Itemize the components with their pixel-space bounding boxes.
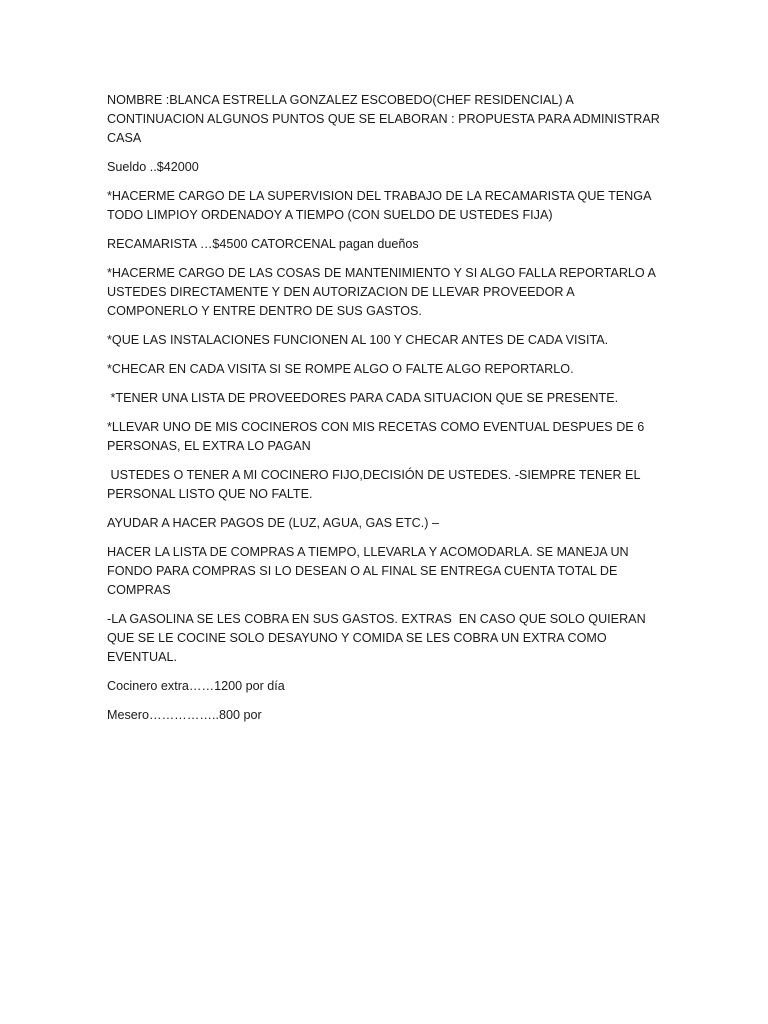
duty-fixed-cook: USTEDES O TENER A MI COCINERO FIJO,DECISIÓN DE USTEDES. -SIEMPRE TENER EL PERSONAL LISTO QUE NO FALTE.	[107, 468, 644, 501]
salary-line: Sueldo ..$42000	[107, 160, 199, 174]
duty-payments: AYUDAR A HACER PAGOS DE (LUZ, AGUA, GAS ETC.) –	[107, 516, 439, 530]
extra-cook-rate: Cocinero extra……1200 por día	[107, 679, 285, 693]
duty-gasoline-extras: -LA GASOLINA SE LES COBRA EN SUS GASTOS. EXTRAS EN CASO QUE SOLO QUIERAN QUE SE LE COCINE SOLO DESAYUNO Y COMIDA SE LES COBRA UN EXTRA COMO EVENTUAL.	[107, 612, 650, 664]
maid-salary-line: RECAMARISTA …$4500 CATORCENAL pagan dueños	[107, 237, 419, 251]
header-paragraph: NOMBRE :BLANCA ESTRELLA GONZALEZ ESCOBEDO(CHEF RESIDENCIAL) A CONTINUACION ALGUNOS PUNTOS QUE SE ELABORAN : PROPUESTA PARA ADMINISTRAR CASA	[107, 93, 664, 145]
duty-cooks: *LLEVAR UNO DE MIS COCINEROS CON MIS RECETAS COMO EVENTUAL DESPUES DE 6 PERSONAS, EL EXTRA LO PAGAN	[107, 420, 648, 453]
document-body	[107, 91, 667, 735]
duty-shopping: HACER LA LISTA DE COMPRAS A TIEMPO, LLEVARLA Y ACOMODARLA. SE MANEJA UN FONDO PARA COMPRAS SI LO DESEAN O AL FINAL SE ENTREGA CUENTA TOTAL DE COMPRAS	[107, 545, 633, 597]
waiter-rate: Mesero……………..800 por	[107, 708, 262, 722]
duty-maintenance: *HACERME CARGO DE LAS COSAS DE MANTENIMIENTO Y SI ALGO FALLA REPORTARLO A USTEDES DIRECTAMENTE Y DEN AUTORIZACION DE LLEVAR PROVEEDOR A COMPONERLO Y ENTRE DENTRO DE SUS GASTOS.	[107, 266, 659, 318]
duty-supervision: *HACERME CARGO DE LA SUPERVISION DEL TRABAJO DE LA RECAMARISTA QUE TENGA TODO LIMPIOY ORDENADOY A TIEMPO (CON SUELDO DE USTEDES FIJA)	[107, 189, 655, 222]
duty-suppliers-list: *TENER UNA LISTA DE PROVEEDORES PARA CADA SITUACION QUE SE PRESENTE.	[107, 391, 619, 405]
duty-check-visits: *CHECAR EN CADA VISITA SI SE ROMPE ALGO O FALTE ALGO REPORTARLO.	[107, 362, 574, 376]
duty-installations: *QUE LAS INSTALACIONES FUNCIONEN AL 100 Y CHECAR ANTES DE CADA VISITA.	[107, 333, 609, 347]
